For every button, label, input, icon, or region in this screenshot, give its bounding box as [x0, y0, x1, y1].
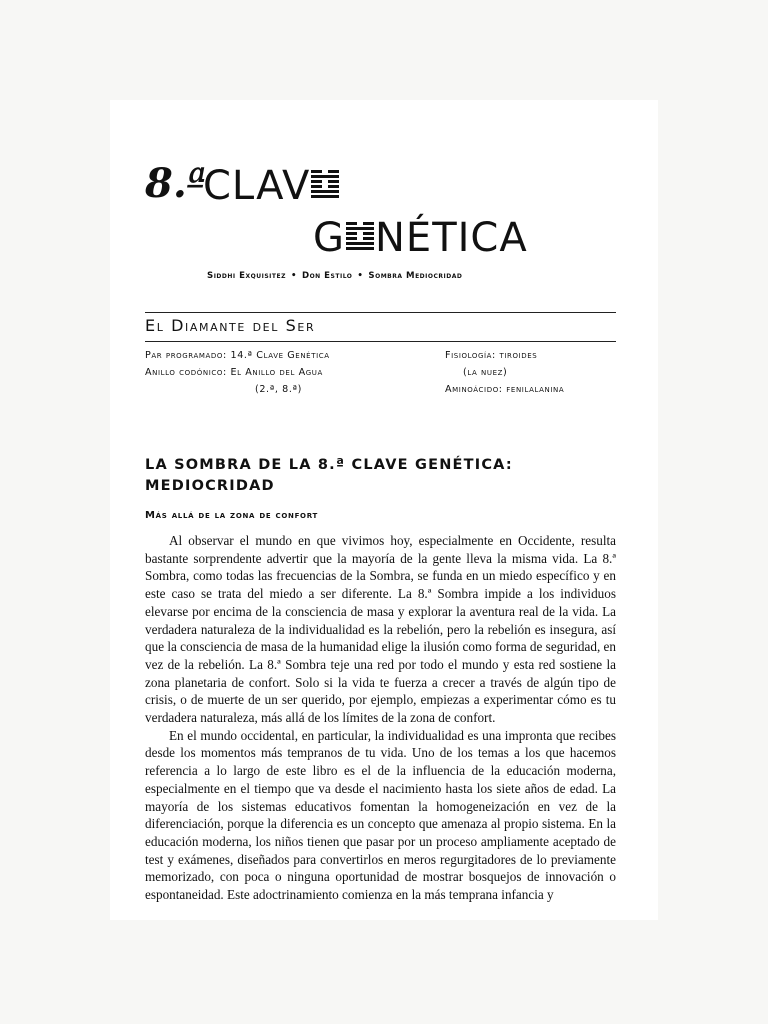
paragraph: Al observar el mundo en que vivimos hoy, especialmente en Occidente, resulta bastante sorprendente advertir que la mayoría de la gente lleva la misma vida. La 8.ª Sombra, como todas las frecuencias de la Sombra, se funda en un miedo específico y en este caso se trata del miedo a ser diferente. La 8.ª Sombra impide a los individuos elevarse por encima de la consciencia de masa y explorar la aventura real de la vida. La verdadera naturaleza de la individualidad es la rebelión, pero la rebelión es insegura, así que la consciencia de masa de la humanidad elige la ilusión como forma de seguridad, en vez de la rebelión. La 8.ª Sombra teje una red por todo el mundo y esta red sostiene la zona planetaria de confort. Solo si la vida te fuerza a crecer a través de algún tipo de crisis, o de muerte de un ser querido, por ejemplo, empiezas a experimentar cómo es tu verdadera naturaleza, más allá de los límites de la zona de confort.	[145, 533, 616, 726]
section-title: El Diamante del Ser	[145, 316, 316, 335]
physiology-detail: (la nuez)	[463, 367, 508, 378]
body-text	[145, 532, 616, 904]
programmed-pair: Par programado: 14.ª Clave Genética	[145, 350, 330, 361]
paragraph: En el mundo occidental, en particular, la individualidad es una impronta que recibes desde los momentos más tempranos de tu vida. Uno de los temas a los que hacemos referencia a lo largo de este libro es el de la influencia de la educación moderna, especialmente en el tiempo que va desde el nacimiento hasta los siete años de edad. La mayoría de los sistemas educativos fomentan la homogeneización en vez de la diferenciación, porque la diferencia es un concepto que amenaza al propio sistema. En la educación moderna, los niños tienen que pasar por un proceso ampliamente aceptado de test y exámenes, diseñados para convertirlos en meros regurgitadores de lo previamente memorizado, con poca o ninguna oportunidad de mostrar bosquejos de innovación o espontaneidad. Este adoctrinamiento comienza en la más temprana infancia y	[145, 727, 616, 903]
hexagram-icon	[311, 168, 339, 200]
divider-top	[145, 312, 616, 313]
shadow-heading: LA SOMBRA DE LA 8.ª CLAVE GENÉTICA: MEDIOCRIDAD	[145, 457, 513, 494]
separator: •	[357, 271, 364, 281]
chapter-number: 8.ª	[145, 160, 207, 207]
subheading: Más allá de la zona de confort	[145, 510, 318, 521]
physiology: Fisiología: tiroides	[445, 350, 538, 361]
chapter-title-line1: CLAV	[203, 166, 340, 206]
don-label: Don Estilo	[301, 271, 353, 281]
codon-ring: Anillo codónico: El Anillo del Agua	[145, 367, 323, 378]
hexagram-icon	[346, 220, 374, 252]
sombra-label: Sombra Mediocridad	[368, 271, 463, 281]
siddhi-label: Siddhi Exquisitez	[207, 271, 286, 281]
chapter-title-line2: G NÉTICA	[313, 215, 528, 261]
attributes-line	[207, 271, 567, 281]
amino-acid: Aminoácido: fenilalanina	[445, 384, 565, 395]
info-left	[145, 347, 330, 398]
codon-ring-keys: (2.ª, 8.ª)	[255, 384, 302, 395]
divider-bottom	[145, 341, 616, 342]
info-right	[445, 347, 564, 398]
separator: •	[290, 271, 297, 281]
